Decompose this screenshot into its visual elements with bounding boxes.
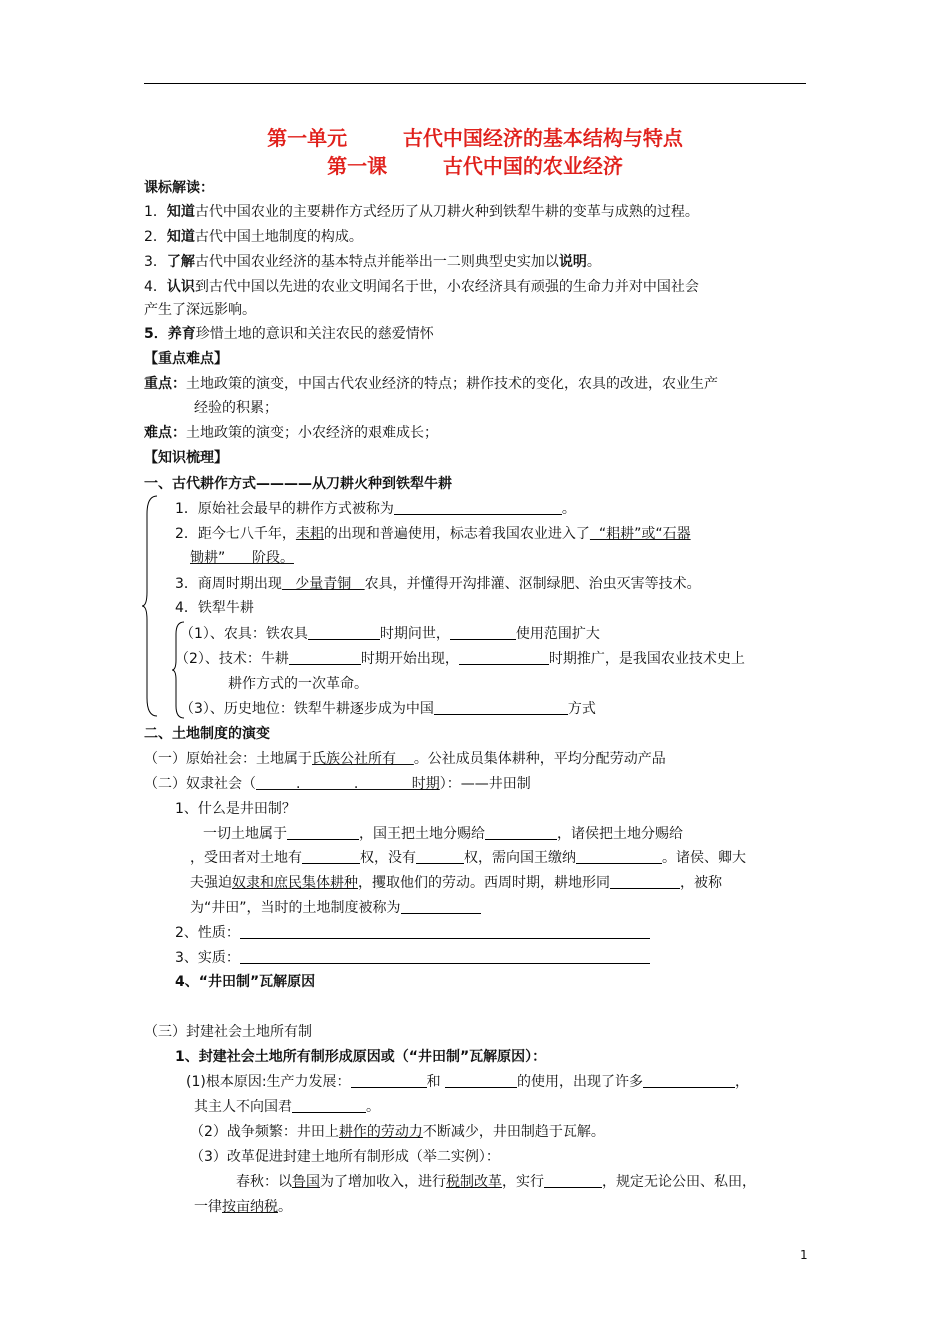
page-number: 1 <box>800 1248 808 1262</box>
s1-p4-1: （1）、农具：铁农具 时期问世， 使用范围扩大 <box>180 626 600 642</box>
s1-p4: 4．铁犁牛耕 <box>175 600 254 616</box>
key-points-heading: 【重点难点】 <box>144 351 228 367</box>
blank-field[interactable] <box>445 1073 517 1088</box>
blank-field[interactable] <box>240 949 650 964</box>
s2-c1: （一）原始社会：土地属于氏族公社所有 。公社成员集体耕种，平均分配劳动产品 <box>144 751 666 767</box>
difficult-point-line: 难点：土地政策的演变；小农经济的艰难成长； <box>144 425 438 441</box>
section-1-heading: 一、古代耕作方式————从刀耕火种到铁犁牛耕 <box>144 476 452 492</box>
s1-p2: 2．距今七八千年，耒耜的出现和普遍使用，标志着我国农业进入了 “耜耕”或“石器 <box>175 526 691 542</box>
s2-para3: 夫强迫奴隶和庶民集体耕种，攫取他们的劳动。西周时期，耕地形同 ，被称 <box>190 875 722 891</box>
blank-field[interactable] <box>308 625 380 640</box>
blank-field[interactable] <box>289 650 361 665</box>
standard-item-5: 5．养育珍惜土地的意识和关注农民的慈爱情怀 <box>144 326 434 342</box>
section-1-brace <box>140 494 160 718</box>
s3-sub1: 1、封建社会土地所有制形成原因或（“井田制”瓦解原因）： <box>175 1049 547 1065</box>
blank-field[interactable] <box>610 874 680 889</box>
key-point-cont: 经验的积累； <box>194 400 278 416</box>
blank-field[interactable] <box>351 1073 427 1088</box>
s2-para1: 一切土地属于 ，国王把土地分赐给 ，诸侯把土地分赐给 <box>203 826 683 842</box>
s1-p4-3: （3）、历史地位：铁犁牛耕逐步成为中国 方式 <box>180 701 596 717</box>
standard-item-2: 2．知道古代中国土地制度的构成。 <box>144 229 363 245</box>
blank-field[interactable] <box>287 825 359 840</box>
section-2-heading: 二、土地制度的演变 <box>144 726 270 742</box>
blank-field[interactable] <box>416 849 464 864</box>
s2-q2: 2、性质： <box>175 923 650 943</box>
blank-field[interactable] <box>394 500 562 515</box>
s3-r2: （2）战争频繁：井田上耕作的劳动力不断减少，井田制趋于瓦解。 <box>190 1124 605 1140</box>
header-rule <box>144 83 806 84</box>
section-3-heading: （三）封建社会土地所有制 <box>144 1024 312 1040</box>
s3-r1-cont: 其主人不向国君 。 <box>194 1099 380 1115</box>
s1-p1: 1．原始社会最早的耕作方式被称为 。 <box>175 501 576 517</box>
lesson-title: 第一课 古代中国的农业经济 <box>327 154 623 178</box>
unit-title: 第一单元 古代中国经济的基本结构与特点 <box>267 126 683 150</box>
s1-p3: 3．商周时期出现 少量青铜 农具，并懂得开沟排灌、沤制绿肥、治虫灭害等技术。 <box>175 576 701 592</box>
blank-field[interactable] <box>401 899 481 914</box>
s2-q1: 1、什么是井田制？ <box>175 801 296 817</box>
s3-r3: （3）改革促进封建土地所有制形成（举二实例）： <box>190 1149 500 1165</box>
standard-item-4: 4．认识到古代中国以先进的农业文明闻名于世，小农经济具有顽强的生命力并对中国社会 <box>144 279 699 295</box>
s2-para2: ，受田者对土地有 权，没有 权，需向国王缴纳 。诸侯、卿大 <box>190 850 746 866</box>
blank-field[interactable] <box>544 1173 602 1188</box>
s2-c2: （二）奴隶社会（ . . 时期）：——井田制 <box>144 776 531 792</box>
blank-field[interactable] <box>292 1098 366 1113</box>
blank-field[interactable] <box>485 825 557 840</box>
standard-item-3: 3．了解古代中国农业经济的基本特点并能举出一二则典型史实加以说明。 <box>144 254 601 270</box>
s1-p4-2-cont: 耕作方式的一次革命。 <box>228 676 368 692</box>
s3-r3-1: 春秋：以鲁国为了增加收入，进行税制改革，实行 ，规定无论公田、私田， <box>236 1174 756 1190</box>
blank-field[interactable] <box>434 700 568 715</box>
s1-p4-2: （2）、技术：牛耕 时期开始出现， 时期推广，是我国农业技术史上 <box>175 651 745 667</box>
blank-field[interactable] <box>643 1073 735 1088</box>
s3-r1: (1)根本原因:生产力发展： 和 的使用，出现了许多 ， <box>186 1074 750 1090</box>
standard-item-1: 1．知道古代中国农业的主要耕作方式经历了从刀耕火种到铁犁牛耕的变革与成熟的过程。 <box>144 204 699 220</box>
blank-field[interactable] <box>450 625 516 640</box>
s3-r3-2: 一律按亩纳税。 <box>194 1199 292 1215</box>
standard-item-4-cont: 产生了深远影响。 <box>144 302 256 318</box>
blank-field[interactable] <box>302 849 360 864</box>
blank-field[interactable] <box>576 849 662 864</box>
standards-heading: 课标解读： <box>144 180 214 196</box>
knowledge-heading: 【知识梳理】 <box>144 450 228 466</box>
s2-q3: 3、实质： <box>175 948 650 968</box>
blank-field[interactable] <box>240 924 650 939</box>
blank-field[interactable] <box>459 650 549 665</box>
s2-q4: 4、“井田制”瓦解原因 <box>175 974 316 990</box>
key-point-line: 重点：土地政策的演变，中国古代农业经济的特点；耕作技术的变化，农具的改进，农业生产 <box>144 376 718 392</box>
s2-para4: 为“井田”，当时的土地制度被称为 <box>190 898 481 918</box>
s1-p2-cont: 锄耕” 阶段。 <box>190 550 294 566</box>
